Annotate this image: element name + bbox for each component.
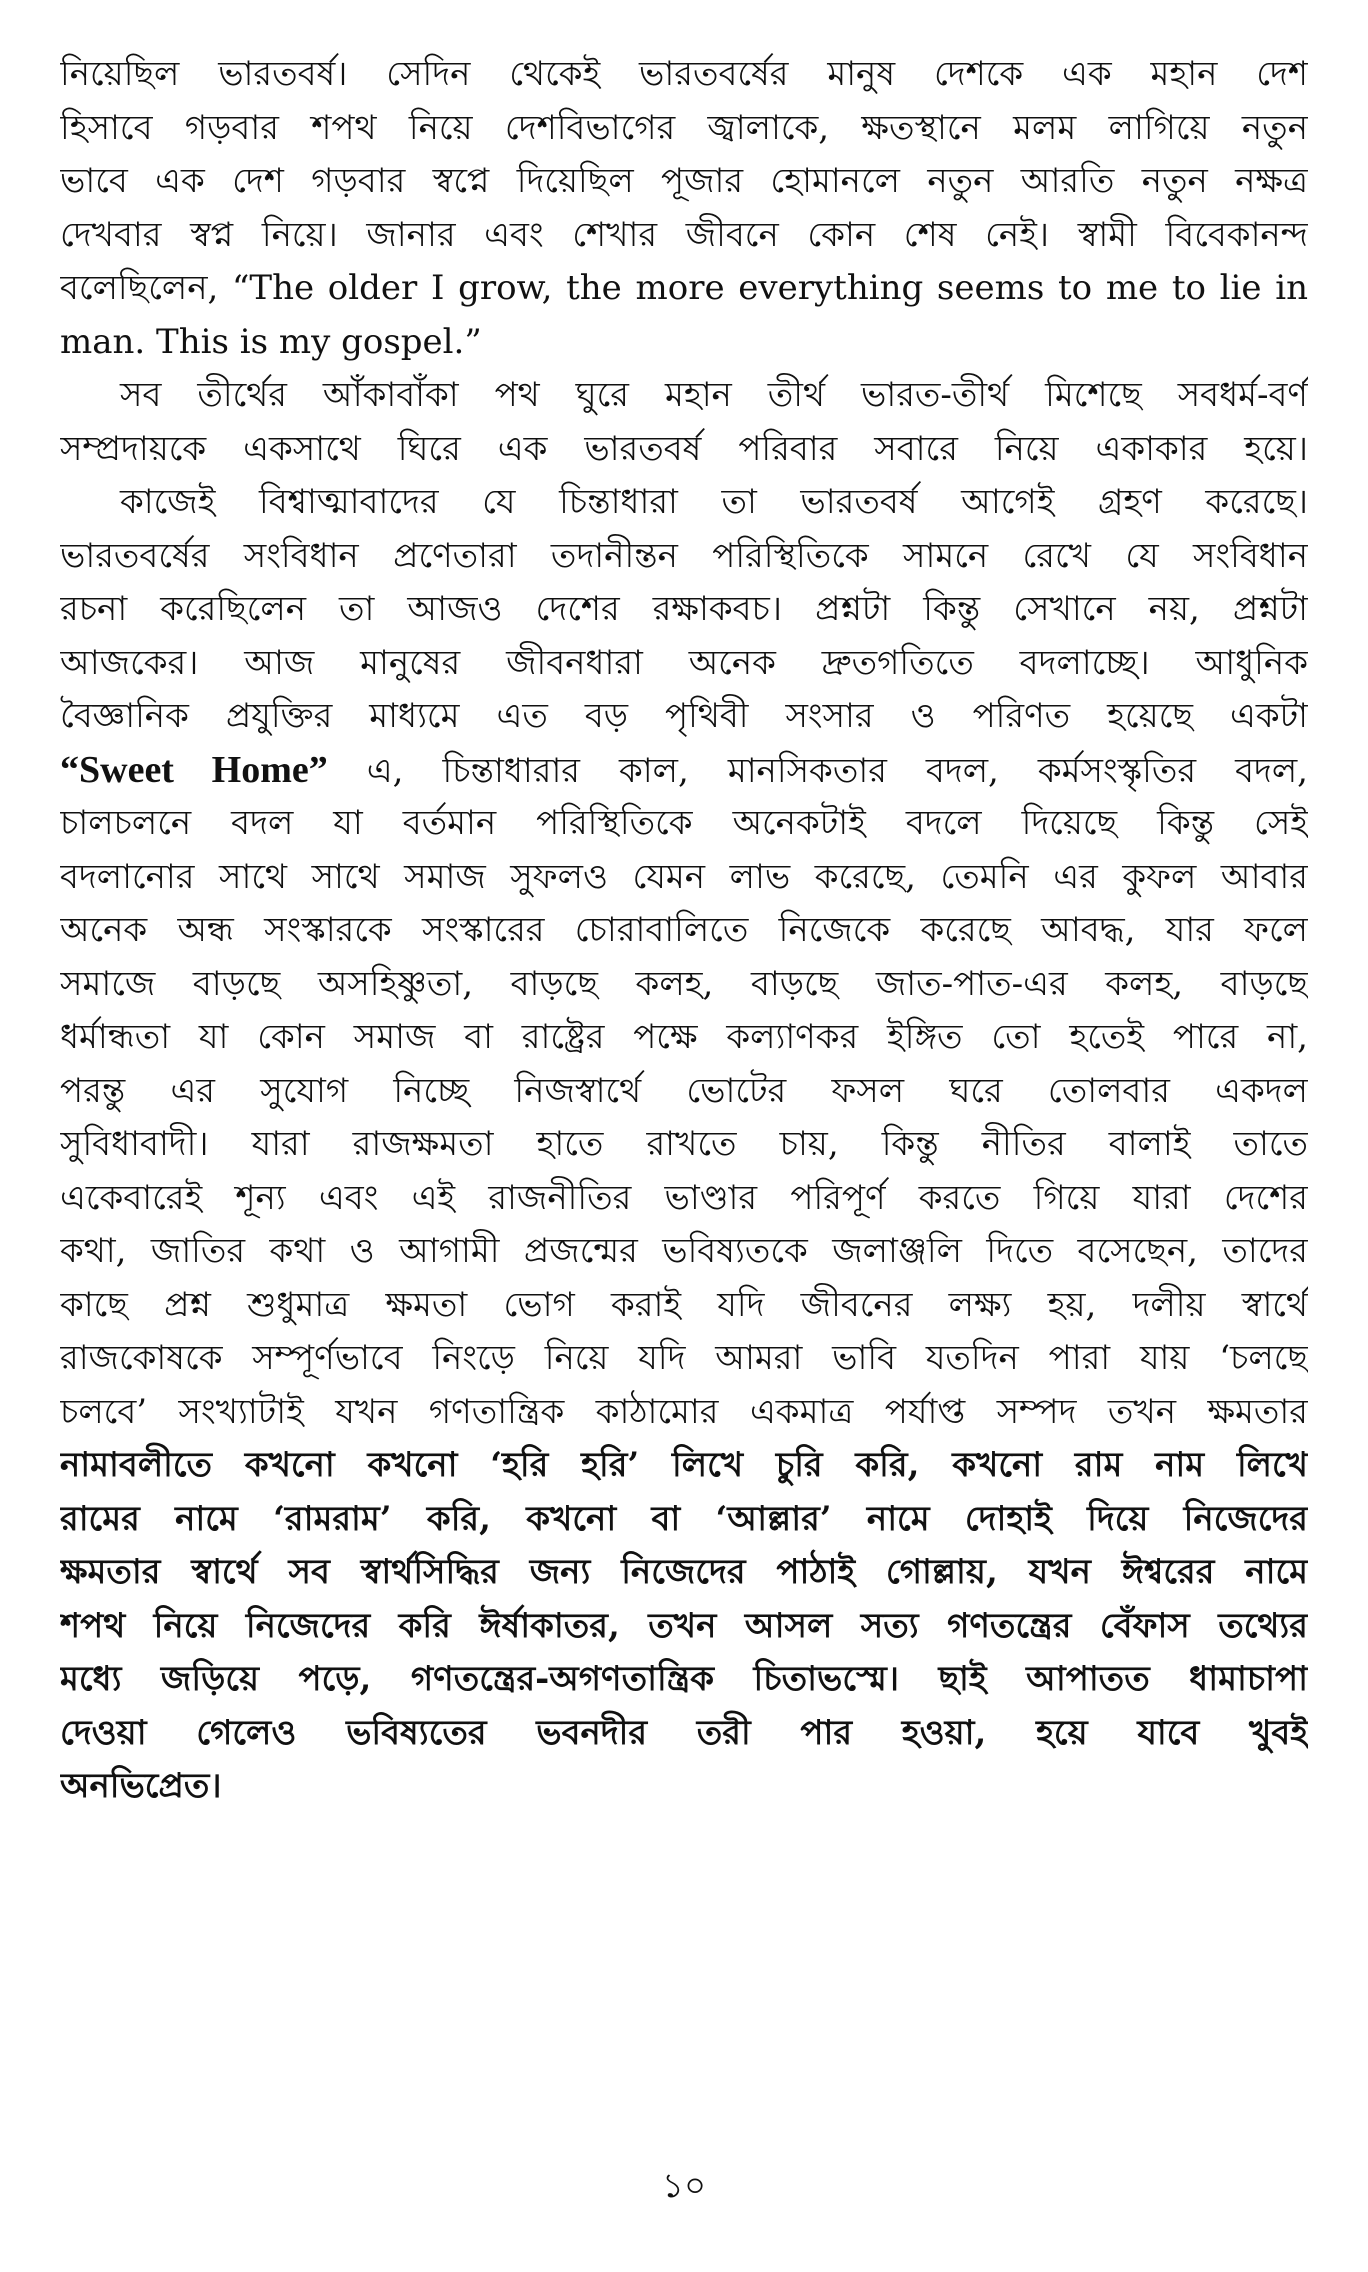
text-line: কাছে প্রশ্ন শুধুমাত্র ক্ষমতা ভোগ করাই যদি জীবনের লক্ষ্য হয়, দলীয় স্বার্থে	[60, 1284, 1308, 1325]
text-line: অনভিপ্রেত।	[60, 1766, 222, 1806]
text-line: ভারতবর্ষের সংবিধান প্রণেতারা তদানীন্তন পরিস্থিতিকে সামনে রেখে যে সংবিধান	[60, 535, 1308, 576]
text-line: রচনা করেছিলেন তা আজও দেশের রক্ষাকবচ। প্রশ্নটা কিন্তু সেখানে নয়, প্রশ্নটা	[60, 589, 1308, 629]
text-line: দেখবার স্বপ্ন নিয়ে। জানার এবং শেখার জীবনে কোন শেষ নেই। স্বামী বিবেকানন্দ	[60, 214, 1308, 255]
text-line-sweet-home	[60, 744, 1308, 798]
paragraph-start-line: সব তীর্থের আঁকাবাঁকা পথ ঘুরে মহান তীর্থ ভারত-তীর্থ মিশেছে সবধর্ম-বর্ণ	[120, 375, 1308, 415]
text-line: বৈজ্ঞানিক প্রযুক্তির মাধ্যমে এত বড় পৃথিবী সংসার ও পরিণত হয়েছে একটা	[60, 696, 1308, 736]
text-line: চলবে’ সংখ্যাটাই যখন গণতান্ত্রিক কাঠামোর একমাত্র পর্যাপ্ত সম্পদ তখন ক্ষমতার	[60, 1391, 1308, 1432]
text-line-rest: এ, চিন্তাধারার কাল, মানসিকতার বদল, কর্মসংস্কৃতির বদল,	[366, 750, 1308, 791]
text-line: পরন্তু এর সুযোগ নিচ্ছে নিজস্বার্থে ভোটের ফসল ঘরে তোলবার একদল	[60, 1070, 1308, 1111]
sweet-home-phrase: “Sweet Home”	[60, 748, 328, 791]
text-line: সমাজে বাড়ছে অসহিষ্ণুতা, বাড়ছে কলহ, বাড়ছে জাত-পাত-এর কলহ, বাড়ছে	[60, 963, 1308, 1004]
text-line: সম্প্রদায়কে একসাথে ঘিরে এক ভারতবর্ষ পরিবার সবারে নিয়ে একাকার হয়ে।	[60, 428, 1308, 469]
text-line: অনেক অন্ধ সংস্কারকে সংস্কারের চোরাবালিতে নিজেকে করেছে আবদ্ধ, যার ফলে	[60, 910, 1308, 950]
page-body	[60, 48, 1308, 1814]
text-line: ক্ষমতার স্বার্থে সব স্বার্থসিদ্ধির জন্য নিজেদের পাঠাই গোল্লায়, যখন ঈশ্বরের নামে	[60, 1552, 1308, 1592]
text-line: রাজকোষকে সম্পূর্ণভাবে নিংড়ে নিয়ে যদি আমরা ভাবি যতদিন পারা যায় ‘চলছে	[60, 1338, 1308, 1378]
text-line: বদলানোর সাথে সাথে সমাজ সুফলও যেমন লাভ করেছে, তেমনি এর কুফল আবার	[60, 856, 1308, 897]
text-line: man. This is my gospel.”	[60, 321, 482, 362]
text-line: সুবিধাবাদী। যারা রাজক্ষমতা হাতে রাখতে চায়, কিন্তু নীতির বালাই তাতে	[60, 1124, 1308, 1164]
text-line: হিসাবে গড়বার শপথ নিয়ে দেশবিভাগের জ্বালাকে, ক্ষতস্থানে মলম লাগিয়ে নতুন	[60, 107, 1308, 148]
text-line: একেবারেই শূন্য এবং এই রাজনীতির ভাণ্ডার পরিপূর্ণ করতে গিয়ে যারা দেশের	[60, 1177, 1308, 1218]
text-line: শপথ নিয়ে নিজেদের করি ঈর্ষাকাতর, তখন আসল সত্য গণতন্ত্রের বেঁফাস তথ্যের	[60, 1605, 1308, 1646]
text-line: দেওয়া গেলেও ভবিষ্যতের ভবনদীর তরী পার হওয়া, হয়ে যাবে খুবই	[60, 1712, 1308, 1753]
text-line: নামাবলীতে কখনো কখনো ‘হরি হরি’ লিখে চুরি করি, কখনো রাম নাম লিখে	[60, 1445, 1308, 1485]
text-line: বলেছিলেন, “The older I grow, the more everything seems to me to lie in	[60, 268, 1308, 308]
text-line: আজকের। আজ মানুষের জীবনধারা অনেক দ্রুতগতিতে বদলাচ্ছে। আধুনিক	[60, 642, 1308, 683]
text-line: নিয়েছিল ভারতবর্ষ। সেদিন থেকেই ভারতবর্ষের মানুষ দেশকে এক মহান দেশ	[60, 54, 1308, 94]
text-line: রামের নামে ‘রামরাম’ করি, কখনো বা ‘আল্লার’ নামে দোহাই দিয়ে নিজেদের	[60, 1498, 1308, 1539]
paragraph-start-line: কাজেই বিশ্বাত্মাবাদের যে চিন্তাধারা তা ভারতবর্ষ আগেই গ্রহণ করেছে।	[120, 482, 1308, 522]
text-line: মধ্যে জড়িয়ে পড়ে, গণতন্ত্রের-অগণতান্ত্রিক চিতাভস্মে। ছাই আপাতত ধামাচাপা	[60, 1659, 1308, 1699]
page-number: ১০	[661, 2166, 707, 2206]
text-line: কথা, জাতির কথা ও আগামী প্রজন্মের ভবিষ্যতকে জলাঞ্জলি দিতে বসেছেন, তাদের	[60, 1231, 1308, 1271]
text-line: ভাবে এক দেশ গড়বার স্বপ্নে দিয়েছিল পূজার হোমানলে নতুন আরতি নতুন নক্ষত্র	[60, 161, 1308, 201]
text-line: ধর্মান্ধতা যা কোন সমাজ বা রাষ্ট্রের পক্ষে কল্যাণকর ইঙ্গিত তো হতেই পারে না,	[60, 1017, 1308, 1057]
text-line: চালচলনে বদল যা বর্তমান পরিস্থিতিকে অনেকটাই বদলে দিয়েছে কিন্তু সেই	[60, 803, 1308, 843]
